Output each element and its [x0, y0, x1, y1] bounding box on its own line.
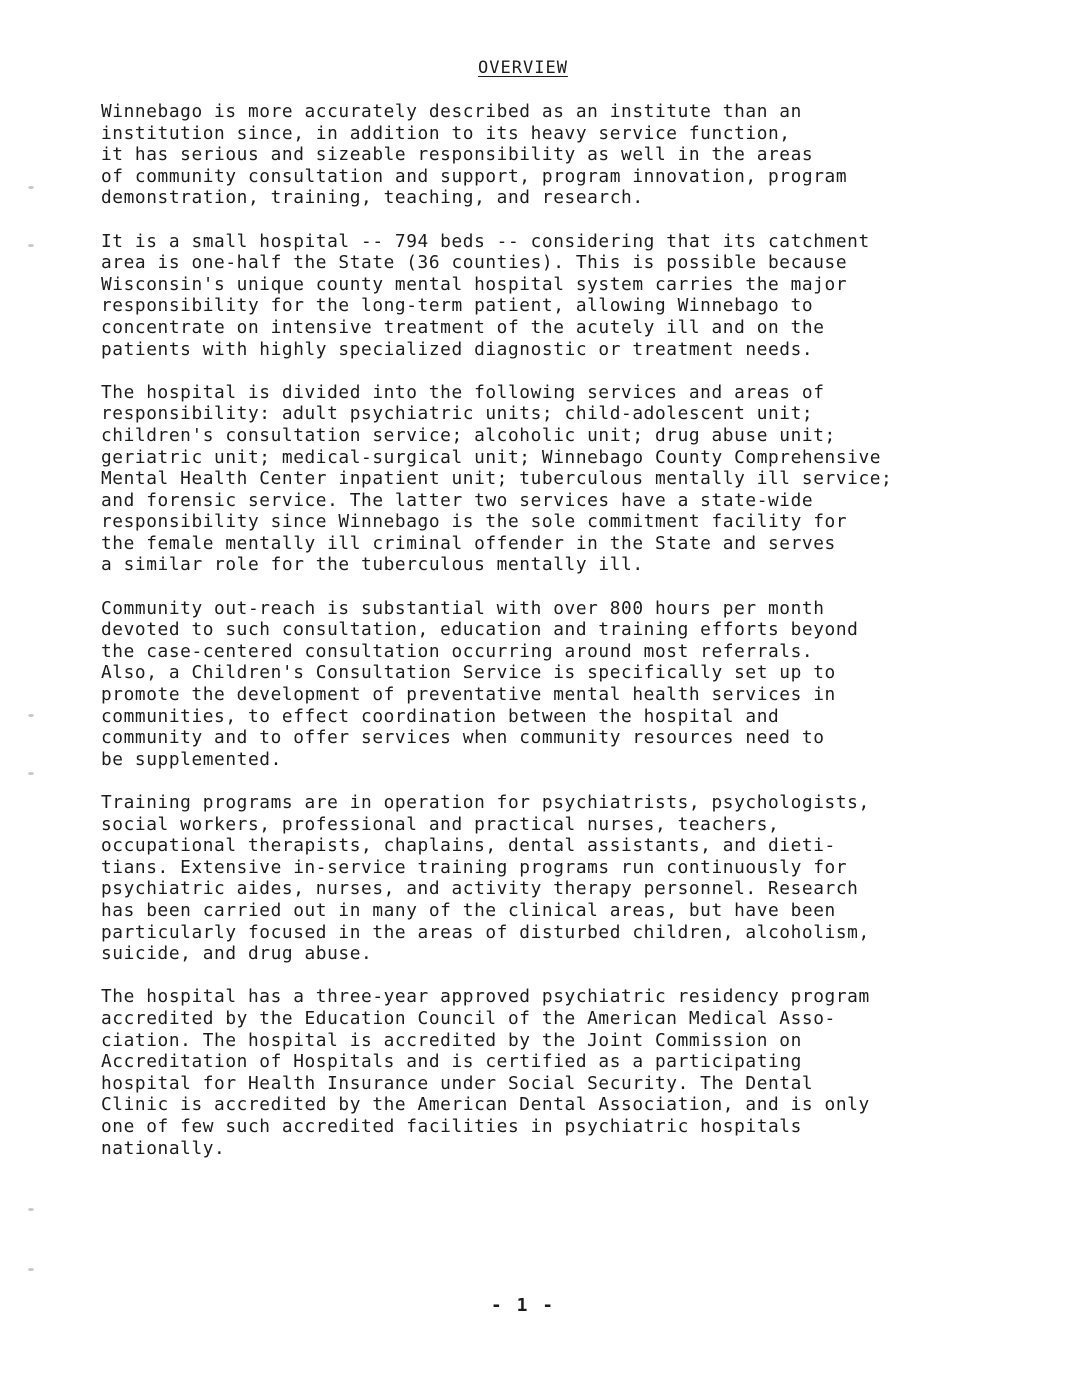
paragraph-line: Community out-reach is substantial with over 800 hours per month — [101, 597, 825, 619]
paragraph-line: It is a small hospital -- 794 beds -- considering that its catchment — [101, 230, 870, 252]
paragraph-line: social workers, professional and practical nurses, teachers, — [101, 813, 780, 835]
paragraph-line: it has serious and sizeable responsibility as well in the areas — [101, 144, 814, 166]
paragraph-line: devoted to such consultation, education and training efforts beyond — [101, 619, 859, 641]
paragraph-line: suicide, and drug abuse. — [101, 943, 373, 965]
paragraph — [101, 382, 1021, 576]
page-number: - 1 - — [490, 1295, 556, 1316]
paragraph-line: children's consultation service; alcoholic unit; drug abuse unit; — [101, 424, 836, 446]
paragraph-line: patients with highly specialized diagnostic or treatment needs. — [101, 338, 814, 360]
paragraph-line: be supplemented. — [101, 748, 282, 770]
margin-mark — [28, 1208, 34, 1211]
paragraph-line: Mental Health Center inpatient unit; tuberculous mentally ill service; — [101, 468, 893, 490]
paragraph-line: accredited by the Education Council of the American Medical Asso- — [101, 1007, 836, 1029]
body-text — [101, 101, 1021, 1181]
paragraph — [101, 598, 1021, 771]
paragraph-line: the case-centered consultation occurring around most referrals. — [101, 640, 814, 662]
paragraph-line: occupational therapists, chaplains, dental assistants, and dieti- — [101, 835, 836, 857]
paragraph-line: Training programs are in operation for psychiatrists, psychologists, — [101, 792, 870, 813]
paragraph-line: The hospital has a three-year approved psychiatric residency program — [101, 986, 870, 1008]
paragraph-line: demonstration, training, teaching, and research. — [101, 187, 644, 209]
paragraph-line: and forensic service. The latter two services have a state-wide — [101, 489, 814, 511]
margin-mark — [28, 186, 34, 189]
paragraph-line: communities, to effect coordination between the hospital and — [101, 705, 780, 727]
paragraph-line: tians. Extensive in-service training programs run continuously for — [101, 856, 848, 878]
paragraph — [101, 101, 1021, 209]
paragraph-line: ciation. The hospital is accredited by the Joint Commission on — [101, 1029, 802, 1051]
paragraph-line: hospital for Health Insurance under Social Security. The Dental — [101, 1072, 814, 1094]
paragraph-line: The hospital is divided into the following services and areas of — [101, 381, 825, 403]
paragraph-line: geriatric unit; medical-surgical unit; Winnebago County Comprehensive — [101, 446, 882, 468]
paragraph-line: Wisconsin's unique county mental hospital system carries the major — [101, 273, 848, 295]
paragraph-line: Winnebago is more accurately described as an institute than an — [101, 101, 802, 122]
paragraph-line: Also, a Children's Consultation Service is specifically set up to — [101, 662, 836, 684]
page-title: OVERVIEW — [478, 58, 568, 78]
margin-mark — [28, 244, 34, 247]
margin-mark — [28, 772, 34, 775]
paragraph-line: responsibility for the long-term patient, allowing Winnebago to — [101, 295, 814, 317]
paragraph-line: a similar role for the tuberculous mentally ill. — [101, 554, 644, 576]
paragraph-line: psychiatric aides, nurses, and activity therapy personnel. Research — [101, 878, 859, 900]
margin-mark — [28, 1268, 34, 1271]
paragraph-line: one of few such accredited facilities in psychiatric hospitals — [101, 1115, 802, 1137]
paragraph-line: concentrate on intensive treatment of the acutely ill and on the — [101, 316, 825, 338]
paragraph — [101, 792, 1021, 965]
margin-mark — [28, 714, 34, 717]
paragraph-line: Clinic is accredited by the American Dental Association, and is only — [101, 1094, 870, 1116]
paragraph-line: the female mentally ill criminal offender in the State and serves — [101, 532, 836, 554]
paragraph-line: responsibility: adult psychiatric units; child-adolescent unit; — [101, 403, 814, 425]
paragraph — [101, 231, 1021, 361]
paragraph-line: community and to offer services when community resources need to — [101, 727, 825, 749]
paragraph-line: particularly focused in the areas of disturbed children, alcoholism, — [101, 921, 870, 943]
paragraph-line: Accreditation of Hospitals and is certified as a participating — [101, 1051, 802, 1073]
paragraph — [101, 986, 1021, 1159]
paragraph-line: area is one-half the State (36 counties). This is possible because — [101, 252, 848, 274]
paragraph-line: responsibility since Winnebago is the sole commitment facility for — [101, 511, 848, 533]
paragraph-line: promote the development of preventative mental health services in — [101, 684, 836, 706]
paragraph-line: has been carried out in many of the clinical areas, but have been — [101, 899, 836, 921]
paragraph-line: of community consultation and support, program innovation, program — [101, 165, 848, 187]
paragraph-line: nationally. — [101, 1137, 226, 1159]
paragraph-line: institution since, in addition to its heavy service function, — [101, 122, 791, 144]
